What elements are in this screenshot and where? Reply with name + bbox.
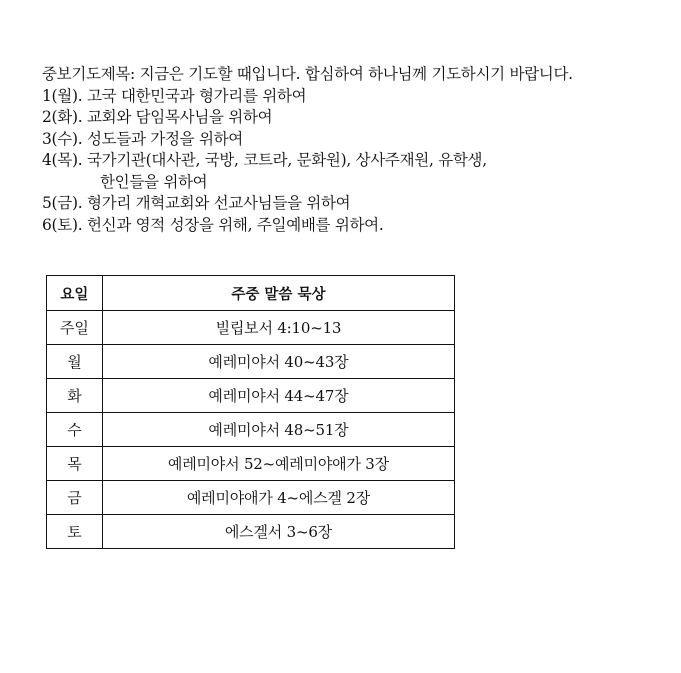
passage-cell-friday: 예레미야애가 4~에스겔 2장 <box>102 481 454 515</box>
prayer-item-thursday: 4(목). 국가기관(대사관, 국방, 코트라, 문화원), 상사주재원, 유학생, <box>42 151 487 169</box>
day-cell-saturday: 토 <box>47 515 103 549</box>
header-day: 요일 <box>47 276 103 311</box>
prayer-item-thursday-continued: 한인들을 위하여 <box>100 172 208 191</box>
table-row <box>47 515 455 549</box>
passage-cell-sunday: 빌립보서 4:10~13 <box>102 311 454 345</box>
table-header-row <box>47 276 455 311</box>
prayer-item-friday: 5(금). 형가리 개혁교회와 선교사님들을 위하여 <box>42 194 351 212</box>
weekly-reading-table <box>46 275 455 549</box>
table-row <box>47 345 455 379</box>
prayer-item-wednesday: 3(수). 성도들과 가정을 위하여 <box>42 129 243 148</box>
prayer-item-tuesday: 2(화). 교회와 담임목사님을 위하여 <box>42 108 273 126</box>
header-passage: 주중 말씀 묵상 <box>102 276 454 311</box>
day-cell-monday: 월 <box>47 345 103 379</box>
prayer-item-saturday: 6(토). 헌신과 영적 성장을 위해, 주일예배를 위하여. <box>42 215 384 234</box>
table-row <box>47 379 455 413</box>
day-cell-thursday: 목 <box>47 447 103 481</box>
prayer-topics <box>42 64 662 236</box>
table-row <box>47 311 455 345</box>
passage-cell-saturday: 에스겔서 3~6장 <box>102 515 454 549</box>
day-cell-friday: 금 <box>47 481 103 515</box>
passage-cell-monday: 예레미야서 40~43장 <box>102 345 454 379</box>
passage-cell-tuesday: 예레미야서 44~47장 <box>102 379 454 413</box>
table-row <box>47 447 455 481</box>
day-cell-sunday: 주일 <box>47 311 103 345</box>
table-row <box>47 481 455 515</box>
prayer-item-monday: 1(월). 고국 대한민국과 형가리를 위하여 <box>42 86 307 105</box>
day-cell-tuesday: 화 <box>47 379 103 413</box>
day-cell-wednesday: 수 <box>47 413 103 447</box>
table-row <box>47 413 455 447</box>
passage-cell-wednesday: 예레미야서 48~51장 <box>102 413 454 447</box>
prayer-title: 중보기도제목: 지금은 기도할 때입니다. 합심하여 하나님께 기도하시기 바랍니다. <box>42 65 573 83</box>
passage-cell-thursday: 예레미야서 52~예레미야애가 3장 <box>102 447 454 481</box>
